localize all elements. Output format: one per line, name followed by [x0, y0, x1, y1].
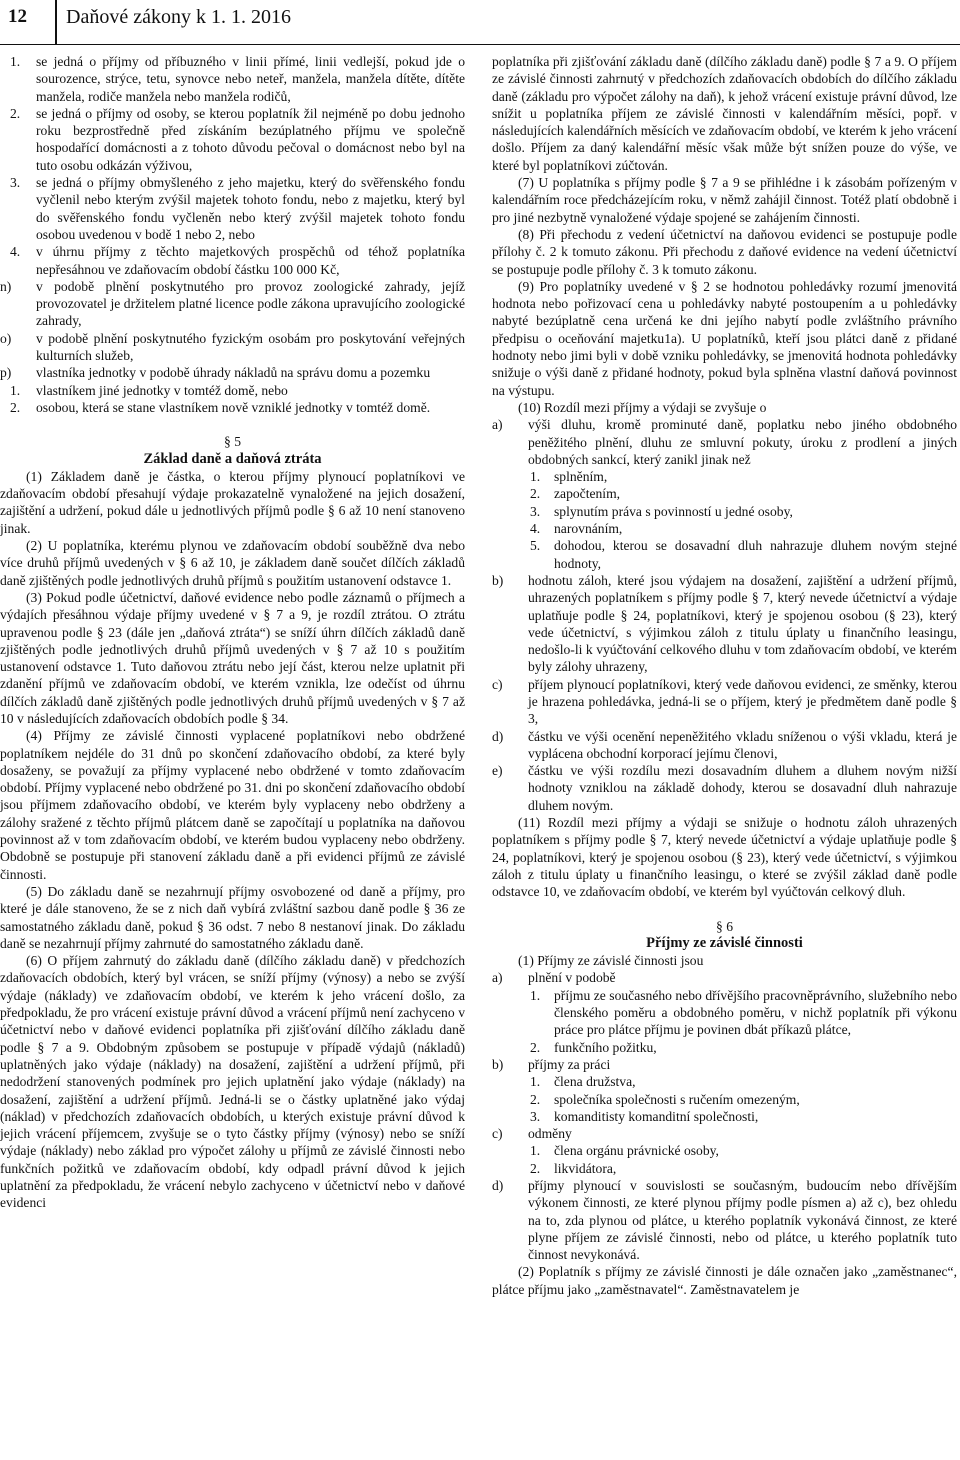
letter-item: [492, 1125, 957, 1142]
list-item: [0, 399, 465, 416]
item-text: hodnotu záloh, které jsou výdajem na dosažení, zajištění a udržení příjmů, uhrazených poplatníkem s příjmy podle § 7, který nevede účetnictví a výdaje uplatňuje podle § 24, poplatníkovi, který je spojenou osobou (§ 23), který vede účetnictví, s výjimkou záloh z titulu úplaty u finančního leasingu, nedošlo-li k vyúčtování celkového dluhu v tom zdaňovacím období, ve kterém byly zálohy uhrazeny,: [528, 572, 957, 675]
item-text: částku ve výši rozdílu mezi dosavadním dluhem a dluhem novým nižší hodnoty vzniklou na základě dohody, kterou se dosavadní dluh nahrazuje dluhem novým.: [528, 763, 957, 813]
header-divider: [55, 0, 57, 44]
item-marker: 3.: [530, 503, 541, 519]
list-item: [492, 1073, 957, 1090]
item-text: příjmy za práci: [528, 1056, 611, 1072]
item-marker: d): [492, 728, 504, 744]
item-text: se jedná o příjmy od příbuzného v linii přímé, linii vedlejší, pokud jde o sourozence, strýce, tetu, synovce nebo neteř, manžela, manžela dítěte, dítěte manžela, rodiče manžela nebo manžela rodičů,: [36, 54, 465, 104]
item-text: v podobě plnění poskytnutého fyzickým osobám pro poskytování veřejných kulturních služeb,: [36, 330, 465, 364]
item-text: člena družstva,: [554, 1074, 636, 1090]
letter-item: [492, 572, 957, 676]
header-rule: [0, 44, 960, 45]
right-column: [492, 53, 957, 1298]
item-marker: 1.: [10, 54, 21, 69]
paragraph: (1) Příjmy ze závislé činnosti jsou: [518, 953, 704, 969]
list-item: [492, 1160, 957, 1177]
paragraph: (7) U poplatníka s příjmy podle § 7 a 9 se přihlédne i k zásobám pořízeným v kalendářním roce předcházejícím roku, v němž zahájil činnost. Totéž platí obdobně i pro jiné nezbytně vynaložené výdaje spojené se zahájením činnosti.: [492, 175, 957, 225]
paragraph: poplatníka při zjišťování základu daně (dílčího základu daně) podle § 7 a 9. O příjem ze závislé činnosti zahrnutý v předchozích zdaňovacích obdobích do dílčího základu daně (základu pro výpočet zálohy na daň), k jehož vrácení existuje právní důvod, lze snížit u poplatníka příjem ze závislé činnosti v kalendářním měsíci, popř. v následujících kalendářních měsících ve zdaňovacím období, ve kterém k jeho vrácení došlo. Příjem za daný kalendářní měsíc však může být snížen pouze do výše, ve které byl poplatníkovi zúčtován.: [492, 54, 957, 173]
item-marker: b): [492, 1056, 504, 1072]
item-text: se jedná o příjmy od osoby, se kterou poplatník žil nejméně po dobu jednoho roku bezprostředně před získáním bezúplatného příjmu ve společně hospodařící domácnosti a z tohoto důvodu pečoval o domácnost nebo byl na tuto osobu odkázán výživou,: [36, 105, 465, 173]
item-text: funkčního požitku,: [554, 1039, 657, 1055]
list-item: [0, 105, 465, 174]
paragraph: (1) Základem daně je částka, o kterou příjmy plynoucí poplatníkovi ve zdaňovacím období přesahují výdaje prokazatelně vynaložené na jejich dosažení, zajištění a udržení, pokud dále u jednotlivých příjmů podle § 6 až 10 není stanoveno jinak.: [0, 468, 465, 536]
item-text: započtením,: [554, 486, 621, 502]
section-title: Příjmy ze závislé činnosti: [646, 934, 803, 951]
section-number: § 5: [224, 434, 241, 450]
item-marker: e): [492, 763, 503, 779]
list-item: [492, 537, 957, 572]
item-text: splněním,: [554, 469, 608, 485]
item-text: splynutím práva s povinností u jedné osoby,: [554, 503, 793, 519]
item-marker: n): [0, 278, 12, 294]
item-text: plnění v podobě: [528, 970, 616, 986]
list-item: [492, 468, 957, 485]
item-marker: 2.: [10, 105, 21, 121]
item-marker: a): [492, 417, 503, 433]
list-item: [492, 1108, 957, 1125]
item-marker: 1.: [530, 987, 541, 1003]
item-marker: 1.: [530, 1074, 541, 1090]
letter-item: [492, 1056, 957, 1073]
item-text: výši dluhu, kromě prominuté daně, poplatku nebo jiného obdobného peněžitého plnění, dluhu ze smluvní pokuty, úroku z prodlení a jiných obdobných sankcí, který zanikl jinak než: [528, 417, 957, 467]
letter-item: [492, 762, 957, 814]
item-text: vlastníkem jiné jednotky v tomtéž domě, nebo: [36, 382, 288, 398]
item-text: příjem plynoucí poplatníkovi, který vede daňovou evidenci, ze směnky, kterou je hrazena pohledávka, jedná-li se o příjem, který je předmětem daně podle § 3,: [528, 676, 957, 727]
item-text: příjmy plynoucí v souvislosti se současným, budoucím nebo dřívějším výkonem činnosti, ze které plynou příjmy podle písmen a) až c), bez ohledu na to, zda plynou od plátce, u kterého poplatník vykonává činnost, ze které plyne příjem ze závislé činnosti, nebo od plátce, u kterého poplatník tuto činnost nevykonává.: [528, 1178, 957, 1263]
paragraph: (8) Při přechodu z vedení účetnictví na daňovou evidenci se postupuje podle přílohy č. 2 k tomuto zákonu. Při přechodu z daňové evidence na vedení účetnictví se postupuje podle přílohy č. 3 k tomuto zákonu.: [492, 226, 957, 277]
item-marker: 2.: [10, 399, 21, 415]
item-marker: p): [0, 365, 12, 381]
paragraph: (4) Příjmy ze závislé činnosti vyplacené poplatníkovi nebo obdržené poplatníkem nejdéle do 31 dnů po skončení zdaňovacího období, za které byly dosaženy, se považují za příjmy vyplacené nebo obdržené v tomto zdaňovacím období. Příjmy vyplacené nebo obdržené po 31. dni po skončení zdaňovacího období jsou příjmem zdaňovacího období, ve kterém byly vyplaceny nebo obdrženy a zálohy sražené z těchto příjmů plátcem daně se započítají u poplatníka na daňovou povinnost až v tom zdaňovacím období, ve kterém budou vyplaceny nebo obdrženy. Obdobně se postupuje při stanovení základu daně a při evidenci příjmů ze závislé činnosti.: [0, 728, 465, 882]
item-text: komanditisty komanditní společnosti,: [554, 1108, 759, 1124]
left-column: [0, 53, 465, 1212]
item-marker: b): [492, 572, 504, 588]
list-item: [0, 53, 465, 105]
section-number: § 6: [716, 918, 733, 934]
item-text: se jedná o příjmy obmyšleného z jeho majetku, který do svěřenského fondu vyčlenil nebo kterým zvýšil majetek tohoto fondu, nebo z majetku, který byl do svěřenského fondu vyčleněn nebo který zvýšil majetek tohoto fondu osobou uvedenou v bodě 1 nebo 2, nebo: [36, 175, 465, 242]
item-text: osobou, která se stane vlastníkem nově vzniklé jednotky v tomtéž domě.: [36, 399, 431, 415]
running-title: Daňové zákony k 1. 1. 2016: [66, 6, 291, 28]
list-item: [492, 1039, 957, 1056]
list-item: [0, 382, 465, 399]
item-text: likvidátora,: [554, 1160, 617, 1176]
item-marker: o): [0, 330, 12, 346]
item-text: společníka společnosti s ručením omezeným,: [554, 1091, 800, 1107]
list-item: [492, 987, 957, 1039]
item-text: v podobě plnění poskytnutého pro provoz zoologické zahrady, jejíž provozovatel je držitelem platné licence podle zákona upravujícího zoologické zahrady,: [36, 278, 465, 329]
item-marker: c): [492, 1126, 503, 1142]
list-item: [492, 1142, 957, 1159]
list-item: [0, 174, 465, 243]
list-item: [492, 1091, 957, 1108]
item-marker: 1.: [530, 1143, 541, 1159]
letter-item: [492, 676, 957, 728]
list-item: [0, 243, 465, 278]
item-text: vlastníka jednotky v podobě úhrady nákladů na správu domu a pozemku: [36, 365, 431, 381]
item-text: příjmu ze současného nebo dřívějšího pracovněprávního, služebního nebo členského poměru a obdobného poměru, v nichž poplatník při výkonu práce pro plátce příjmu je povinen dbát příkazů plátce,: [554, 987, 957, 1038]
list-item: [492, 485, 957, 502]
item-text: člena orgánu právnické osoby,: [554, 1143, 719, 1159]
item-marker: c): [492, 676, 503, 692]
item-marker: 2.: [530, 1039, 541, 1055]
item-marker: 2.: [530, 486, 541, 502]
letter-item: [492, 416, 957, 468]
item-marker: a): [492, 970, 503, 986]
paragraph: (2) Poplatník s příjmy ze závislé činnosti je dále označen jako „zaměstnanec“, plátce příjmu jako „zaměstnavatel“. Zaměstnavatelem je: [492, 1264, 957, 1297]
letter-item: [0, 364, 465, 381]
item-marker: 3.: [10, 175, 21, 191]
section-title: Základ daně a daňová ztráta: [143, 450, 322, 467]
list-item: [492, 503, 957, 520]
item-marker: 2.: [530, 1160, 541, 1176]
item-marker: 3.: [530, 1108, 541, 1124]
letter-item: [492, 1177, 957, 1263]
paragraph: (5) Do základu daně se nezahrnují příjmy osvobozené od daně a příjmy, pro které je dále stanoveno, že se z nich daň vybírá zvláštní sazbou daně podle § 36 ze samostatného základu daně, pokud § 36 odst. 7 nebo 8 nestanoví jinak. Do základu daně se nezahrnují příjmy zahrnuté do samostatného základu daně.: [0, 883, 465, 951]
item-text: částku ve výši ocenění nepeněžitého vkladu sníženou o výši vkladu, která je vyplácena obchodní korporací jejímu členovi,: [528, 728, 957, 761]
letter-item: [0, 278, 465, 330]
paragraph: (10) Rozdíl mezi příjmy a výdaji se zvyšuje o: [518, 399, 767, 415]
item-marker: 1.: [530, 469, 541, 485]
letter-item: [492, 728, 957, 763]
item-text: odměny: [528, 1126, 572, 1142]
list-item: [492, 520, 957, 537]
item-marker: d): [492, 1178, 504, 1193]
item-marker: 5.: [530, 538, 541, 554]
item-text: narovnáním,: [554, 521, 623, 537]
item-text: dohodou, kterou se dosavadní dluh nahrazuje dluhem novým stejné hodnoty,: [554, 538, 957, 571]
paragraph: (6) O příjem zahrnutý do základu daně (dílčího základu daně) v předchozích zdaňovacích obdobích, který byl vrácen, se sníží příjmy (výnosy) a nebo se zvýší výdaje (náklady) ve zdaňovacím období, ve kterém k jeho vrácení došlo, za předpokladu, že pro vrácení existuje právní důvod a vrácení příjmů není zachyceno v účetnictví nebo v daňové evidenci poplatníka při zjišťování dílčího základu daně podle § 7 a 9. Obdobným způsobem se postupuje v případě výdajů (nákladů) uplatněných jako výdaje (náklady) na dosažení, zajištění a udržení příjmů, při nedodržení stanovených podmínek pro jejich uplatnění jako výdaje (náklady) na dosažení, zajištění a udržení příjmů. Jedná-li se o částky uplatněné jako výdaj (náklad) v předchozích zdaňovacích obdobích, u kterých existuje právní důvod k jejich vrácení příjemcem, zvyšuje se o tyto částky příjmy (výnosy) nebo se sníží výdaje (náklady) nebo základ pro výpočet zálohy u příjmů ze závislé činnosti nebo funkčních požitků ve zdaňovacím období, kdy odpadl právní důvod k jejich uplatnění za předpokladu, že vrácení nebylo zachyceno v účetnictví nebo v daňové evidenci: [0, 953, 465, 1211]
item-marker: 1.: [10, 382, 21, 398]
page-header: [0, 0, 960, 46]
item-marker: 2.: [530, 1091, 541, 1107]
letter-item: [492, 969, 957, 986]
item-text: v úhrnu příjmy z těchto majetkových prospěchů od téhož poplatníka nepřesáhnou ve zdaňovacím období částku 100 000 Kč,: [36, 244, 465, 277]
paragraph: (11) Rozdíl mezi příjmy a výdaji se snižuje o hodnotu záloh uhrazených poplatníkem s příjmy podle § 7, který nevede účetnictví a výdaje uplatňuje podle § 24, poplatníkovi, který je spojenou osobou (§ 23), který vede účetnictví, s výjimkou záloh z titulu úplaty u finančního leasingu, o které se zvýšil základ daně podle odstavce 10, ve zdaňovacím období, ve kterém byl vyúčtován celkový dluh.: [492, 815, 957, 900]
letter-item: [0, 330, 465, 365]
paragraph: (3) Pokud podle účetnictví, daňové evidence nebo podle záznamů o příjmech a výdajích přesáhnou výdaje příjmy uvedené v § 7 a 9, je rozdíl ztrátou. O ztrátu upravenou podle § 23 (dále jen „daňová ztráta“) se sníží úhrn dílčích základů daně zjištěných podle jednotlivých druhů příjmů uvedených v § 7 až 10 s použitím ustanovení odstavce 1. Tuto daňovou ztrátu nebo její část, kterou nelze uplatnit při zdanění příjmů ve zdaňovacím období, ve kterém vznikla, lze odečíst od úhrnu dílčích základů daně zjištěných podle jednotlivých druhů příjmů uvedených v § 7 až 10 v následujících zdaňovacích obdobích podle § 34.: [0, 589, 465, 726]
paragraph: (9) Pro poplatníky uvedené v § 2 se hodnotou pohledávky rozumí jmenovitá hodnota nebo pořizovací cena u pohledávky nabyté postoupením a u pohledávky nabyté bezúplatně cena určená ke dni jejího nabytí podle zvláštního právního předpisu o oceňování majetku1a). U poplatníků, kteří jsou plátci daně z přidané hodnoty nebo jimi byli v době vzniku pohledávky, se jmenovitá hodnota pohledávky snižuje o výši daně z přidané hodnoty, pokud byla splněna vlastní daňová povinnost na výstupu.: [492, 278, 957, 398]
item-marker: 4.: [10, 244, 21, 260]
item-marker: 4.: [530, 521, 541, 537]
page-number: 12: [8, 6, 27, 27]
paragraph: (2) U poplatníka, kterému plynou ve zdaňovacím období souběžně dva nebo více druhů příjmů uvedených v § 6 až 10, je základem daně součet dílčích základů daně zjištěných podle jednotlivých druhů příjmů s použitím ustanovení odstavce 1.: [0, 538, 465, 588]
